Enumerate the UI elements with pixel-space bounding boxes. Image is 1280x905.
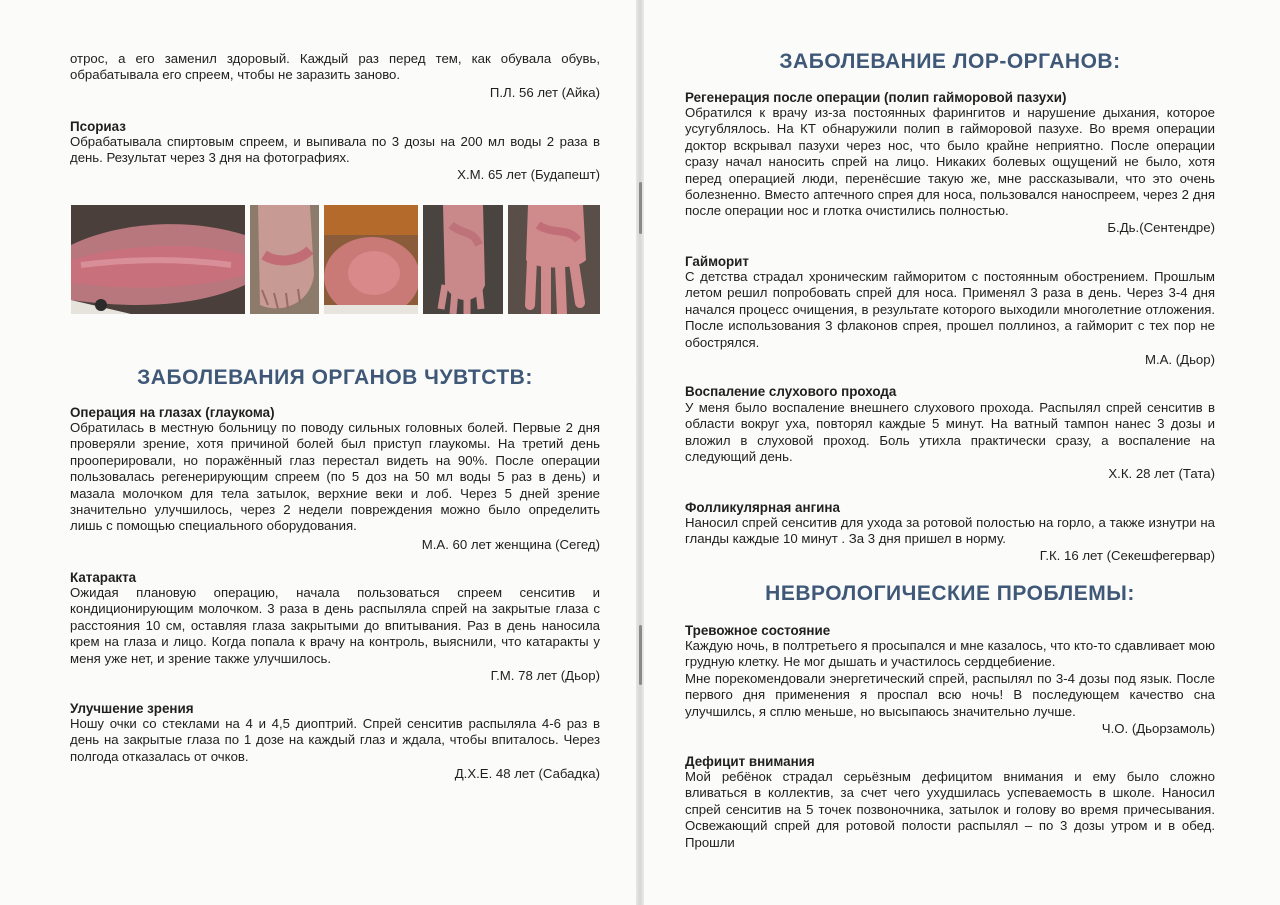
attention-paragraph: Мой ребёнок страдал серьёзным дефицитом внимания и ему было сложно вливаться в коллектив, за счет чего ухудшилась успеваемость в школе. Наносил спрей сенситив на 5 точек позвоночника, затылок и голову во время причесывания. Освежающий спрей для ротовой полости распылял – по 3 дозы утром и в обед. Прошли <box>685 769 1215 850</box>
psoriasis-paragraph: Обрабатывала спиртовым спреем, и выпивала по 3 дозы на 200 мл воды 2 раза в день. Результат через 3 дня на фотографиях. <box>70 134 600 166</box>
psoriasis-photo-foot <box>250 205 319 314</box>
anxiety-paragraph-2: Мне порекомендовали энергетический спрей, распылял по 3-4 дозы под язык. После первого дня применения я проспал всю ночь! В последующем качество сна улучшилсь, я сплю меньше, но высыпаюсь значительно лучше. <box>685 671 1215 719</box>
polyp-paragraph: Обратился к врачу из-за постоянных фарингитов и нарушение дыхания, которое усугублялось. На КТ обнаружили полип в гайморовой пазухе. Во время операции доктор вскрывал пазухи через нос, что было крайне неприятно. После операции сразу начал наносить спрей на лицо. Никаких болевых ощущений не было, хотя перед операцией люди, перенёсшие такую же, мне рассказывали, что это очень болезненно. Вместо аптечного спрея для носа, пользовался наноспреем, через 2 дня после операции нос и глотка очистились полностью. <box>685 105 1215 219</box>
ent-section-title: ЗАБОЛЕВАНИЕ ЛОР-ОРГАНОВ: <box>779 50 1121 73</box>
cataract-heading: Катаракта <box>70 570 137 585</box>
psoriasis-signature: Х.М. 65 лет (Будапешт) <box>457 167 600 182</box>
psoriasis-photo-fingers <box>508 205 600 314</box>
psoriasis-heading: Псориаз <box>70 119 126 134</box>
cataract-paragraph: Ожидая плановую операцию, начала пользоваться спреем сенситив и кондиционирующим молочком. 3 раза в день распыляла спрей на закрытые глаза с расстояния 10 см, оставляя глаза закрытыми до впитывания. Раз в день наносила крем на глаза и лицо. Когда попала к врачу на контроль, выяснили, что катаракты у меня уже нет, и зрение также улучшилось. <box>70 585 600 666</box>
anxiety-signature: Ч.О. (Дьорзамоль) <box>1101 721 1215 736</box>
ear-heading: Воспаление слухового прохода <box>685 384 897 399</box>
staple-bottom <box>639 625 642 685</box>
senses-section-title: ЗАБОЛЕВАНИЯ ОРГАНОВ ЧУВТСТВ: <box>137 366 533 389</box>
sinusitis-paragraph: С детства страдал хроническим гайморитом с постоянным обострением. Прошлым летом решил попробовать спрей для носа. Применял 3 раза в день. Через 3-4 дня начался процесс очищения, в результате которого выходили многолетние отложения. После использования 3 флаконов спрея, прошел поллиноз, а гайморит с тех пор не обострялся. <box>685 269 1215 350</box>
neuro-section-title: НЕВРОЛОГИЧЕСКИЕ ПРОБЛЕМЫ: <box>765 582 1135 605</box>
vision-signature: Д.Х.Е. 48 лет (Сабадка) <box>454 766 600 781</box>
staple-top <box>639 182 642 234</box>
angina-paragraph: Наносил спрей сенситив для ухода за ротовой полостью на горло, а также изнутри на гланды каждые 10 минут . За 3 дня пришел в норму. <box>685 515 1215 547</box>
intro-signature: П.Л. 56 лет (Айка) <box>489 85 600 100</box>
angina-signature: Г.К. 16 лет (Секешфегервар) <box>1039 548 1215 563</box>
vision-paragraph: Ношу очки со стеклами на 4 и 4,5 диоптрий. Спрей сенситив распыляла 4-6 раз в день на закрытые глаза по 1 дозе на каждый глаз и ждала, чтобы впиталось. Через полгода отказалась от очков. <box>70 716 600 764</box>
sinusitis-signature: М.А. (Дьор) <box>1144 352 1215 367</box>
anxiety-heading: Тревожное состояние <box>685 623 831 638</box>
glaucoma-signature: М.А. 60 лет женщина (Сегед) <box>421 537 600 552</box>
anxiety-paragraph-1: Каждую ночь, в полтретьего я просыпался и мне казалось, что кто-то сдавливает мою грудную клетку. Не мог дышать и участилось сердцебиение. <box>685 638 1215 670</box>
intro-paragraph: отрос, а его заменил здоровый. Каждый раз перед тем, как обувала обувь, обрабатывала его спреем, чтобы не заразить заново. <box>70 51 600 83</box>
attention-heading: Дефицит внимания <box>685 754 815 769</box>
sinusitis-heading: Гайморит <box>685 254 749 269</box>
psoriasis-photo-hand <box>423 205 503 314</box>
polyp-heading: Регенерация после операции (полип гайморовой пазухи) <box>685 90 1067 105</box>
glaucoma-heading: Операция на глазах (глаукома) <box>70 405 275 420</box>
polyp-signature: Б.Дь.(Сентендре) <box>1107 220 1215 235</box>
psoriasis-photo-knee <box>324 205 418 314</box>
book-spine <box>636 0 644 905</box>
glaucoma-paragraph: Обратилась в местную больницу по поводу сильных головных болей. Первые 2 дня проверяли зрение, хотя причиной болей был приступ глаукомы. На третий день прооперировали, но поражённый глаз перестал видеть на 90%. После операции пользовалась регенерирующим спреем (по 5 доз на 50 мл воды 5 раз в день) и мазала молочком для тела затылок, верхние веки и лоб. Через 5 дней зрение значительно улучшилось, через 2 недели повреждения можно было определить лишь с помощью специального оборудования. <box>70 420 600 534</box>
psoriasis-photo-elbow <box>71 205 245 314</box>
angina-heading: Фолликулярная ангина <box>685 500 840 515</box>
ear-signature: Х.К. 28 лет (Тата) <box>1108 466 1215 481</box>
ear-paragraph: У меня было воспаление внешнего слухового прохода. Распылял спрей сенситив в области вокруг уха, повторял каждые 5 минут. На ватный тампон нанес 3 дозы и вложил в слуховой проход. Боль утихла практически сразу, а воспаление на следующий день. <box>685 400 1215 465</box>
cataract-signature: Г.М. 78 лет (Дьор) <box>490 668 600 683</box>
vision-heading: Улучшение зрения <box>70 701 194 716</box>
